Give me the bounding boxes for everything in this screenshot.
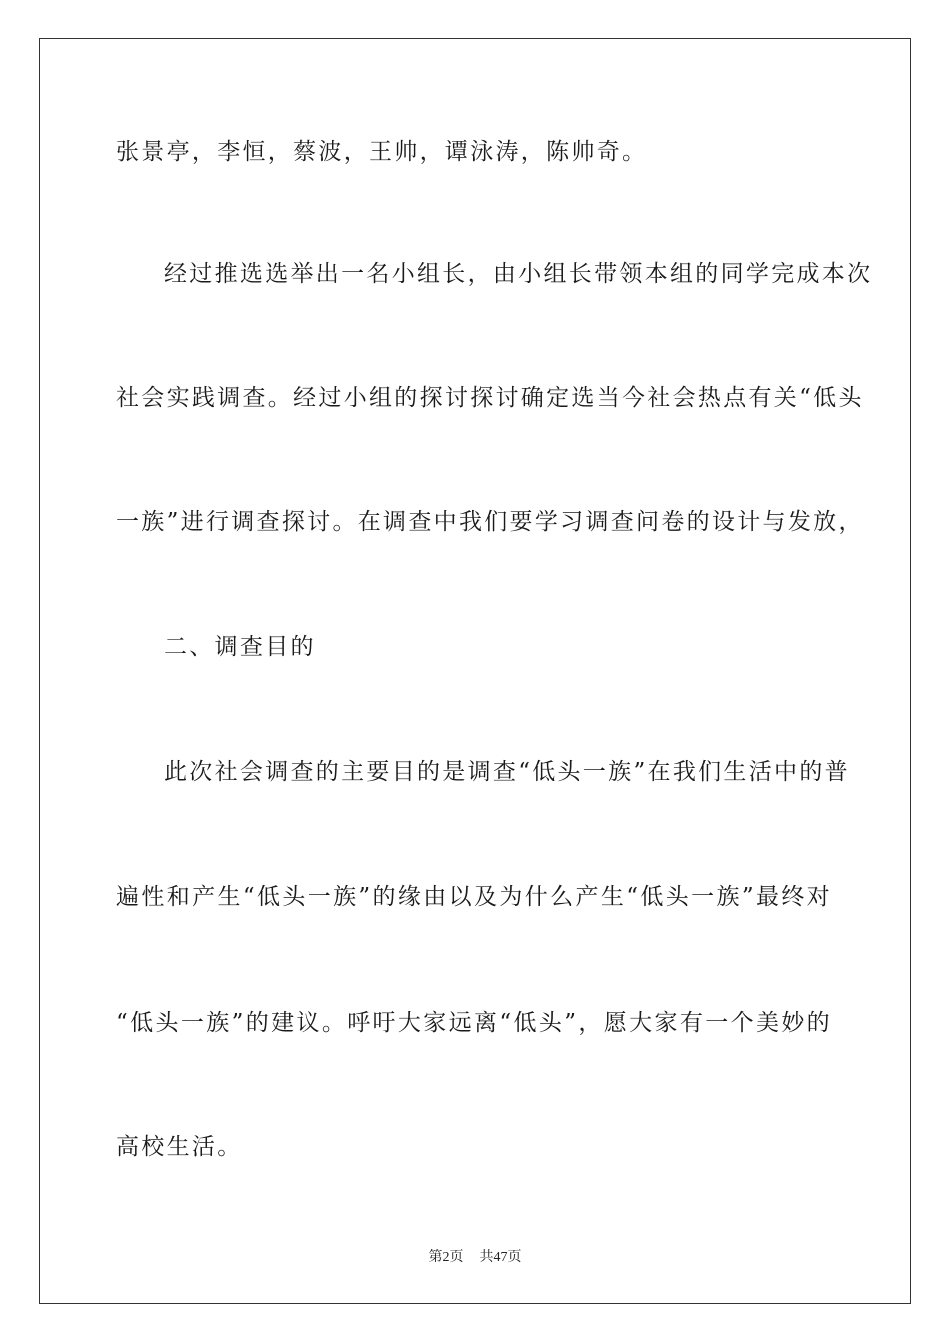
section-heading: 二、调查目的 <box>164 634 316 660</box>
page-total: 共47页 <box>479 1250 522 1265</box>
paragraph-line-purpose-4: 高校生活。 <box>116 1134 243 1160</box>
paragraph-line-purpose-3: “低头一族”的建议。呼吁大家远离“低头”，愿大家有一个美妙的 <box>116 1010 832 1036</box>
paragraph-line-intro-2: 社会实践调查。经过小组的探讨探讨确定选当今社会热点有关“低头 <box>116 385 864 411</box>
paragraph-line-intro-3: 一族”进行调查探讨。在调查中我们要学习调查问卷的设计与发放， <box>116 509 864 535</box>
page-border <box>39 38 911 1304</box>
page-number: 第2页 <box>428 1250 464 1265</box>
paragraph-line-names: 张景亭，李恒，蔡波，王帅，谭泳涛，陈帅奇。 <box>116 139 648 165</box>
paragraph-line-intro-1: 经过推选选举出一名小组长，由小组长带领本组的同学完成本次 <box>164 261 873 287</box>
paragraph-line-purpose-1: 此次社会调查的主要目的是调查“低头一族”在我们生活中的普 <box>164 759 850 785</box>
page-footer <box>0 1250 950 1266</box>
paragraph-line-purpose-2: 遍性和产生“低头一族”的缘由以及为什么产生“低头一族”最终对 <box>116 884 832 910</box>
